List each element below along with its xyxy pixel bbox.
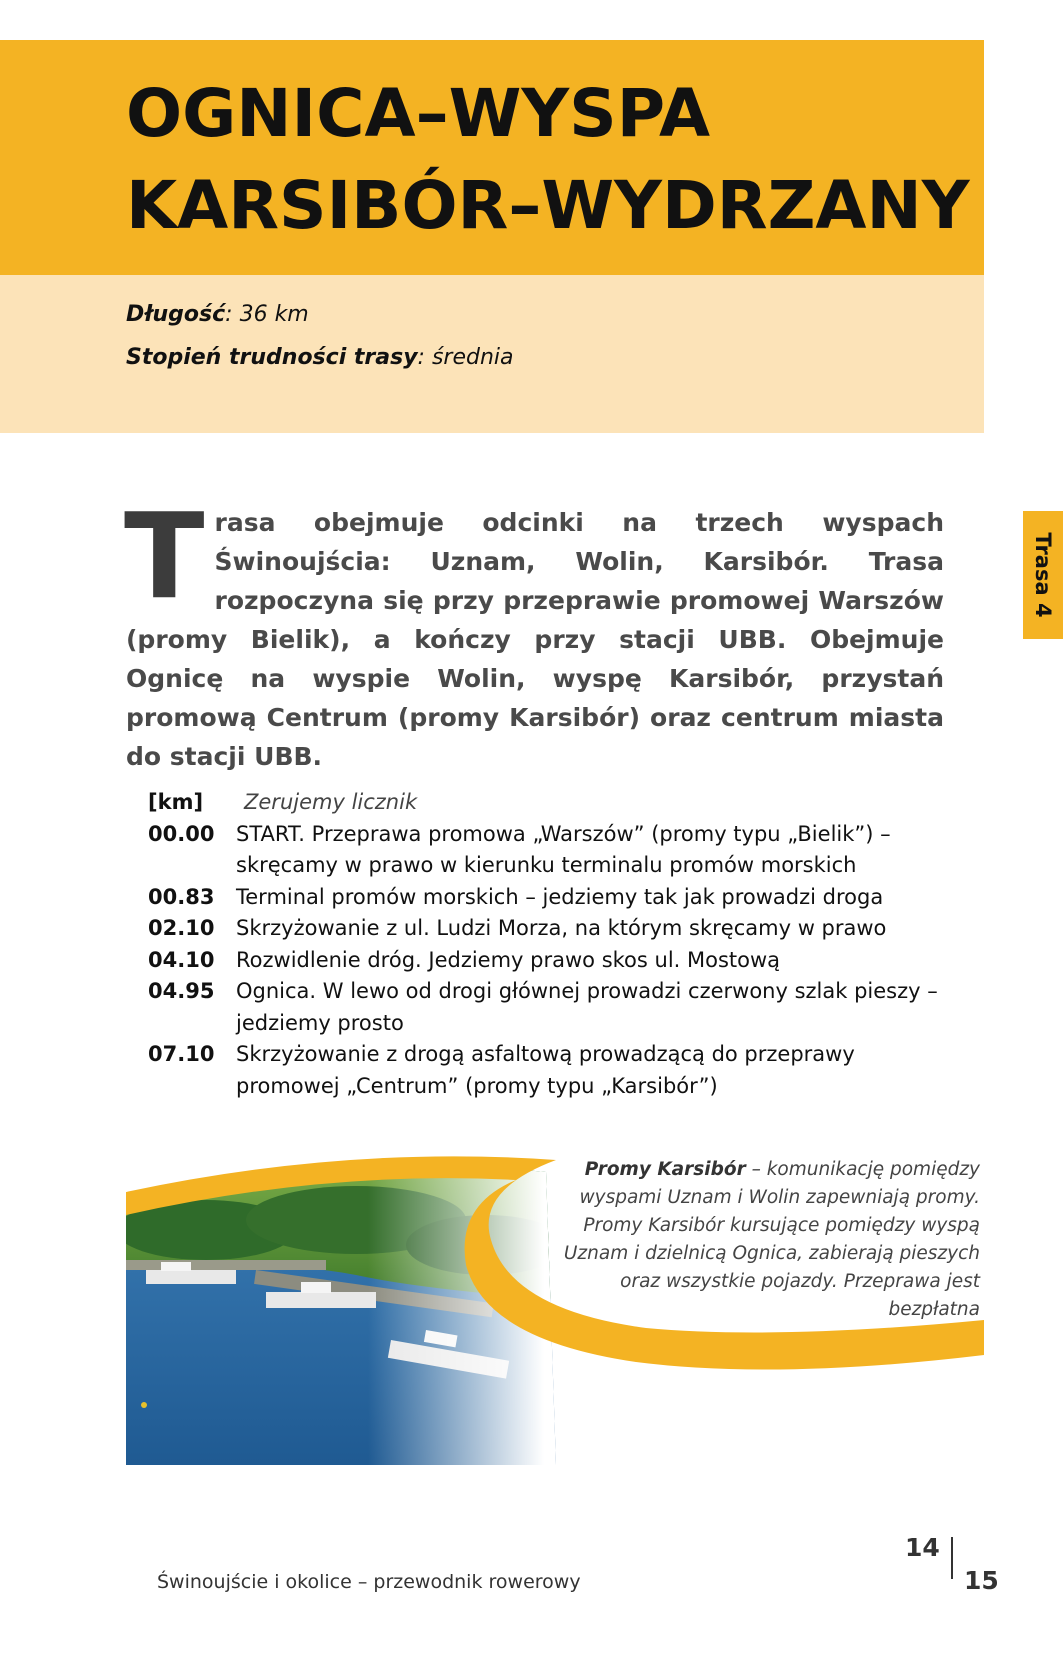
length-value: : 36 km [225, 302, 309, 327]
drop-cap: T [124, 487, 205, 625]
route-row [148, 945, 948, 977]
route-desc: Rozwidlenie dróg. Jedziemy prawo skos ul. Mostową [236, 947, 781, 972]
difficulty-line [126, 345, 514, 370]
intro-text: rasa obejmuje odcinki na trzech wyspach Świnoujścia: Uznam, Wolin, Karsibór. Trasa rozpoczyna się przy przeprawie promowej Warszów (promy Bielik), a kończy przy stacji UBB. Obejmuje Ognicę na wyspie Wolin, wyspę Karsibór, przystań promową Centrum (promy Karsibór) oraz centrum miasta do stacji UBB. [126, 508, 944, 771]
route-km: 04.95 [148, 979, 215, 1003]
caption-title: Promy Karsibór [584, 1159, 746, 1180]
route-meta-band [0, 275, 984, 433]
difficulty-label: Stopień trudności trasy [126, 345, 418, 370]
page-divider [951, 1537, 953, 1579]
km-header: [km] [148, 790, 204, 814]
page-number-right: 15 [964, 1566, 999, 1595]
title-band [0, 40, 984, 275]
intro-paragraph [124, 487, 944, 776]
route-table [148, 787, 948, 1102]
route-desc: Ognica. W lewo od drogi głównej prowadzi czerwony szlak pieszy – jedziemy prosto [236, 979, 938, 1035]
side-tab-label: Trasa 4 [1031, 532, 1055, 618]
caption-text: – komunikację pomiędzy wyspami Uznam i Wolin zapewniają promy. Promy Karsibór kursujące pomiędzy wyspą Uznam i dzielnicą Ognica, zabierają pieszych oraz wszystkie pojazdy. Przeprawa jest bezpłatna [563, 1159, 980, 1320]
footer-publication-title: Świnoujście i okolice – przewodnik rowerowy [157, 1571, 581, 1593]
page-title [126, 68, 976, 252]
route-header-row [148, 787, 948, 819]
length-line [126, 302, 309, 327]
route-row [148, 882, 948, 914]
route-side-tab [1023, 511, 1063, 639]
route-row [148, 976, 948, 1039]
title-line-1: OGNICA–WYSPA [126, 75, 711, 152]
photo-caption [535, 1156, 980, 1324]
title-line-2: KARSIBÓR–WYDRZANY [126, 167, 970, 244]
route-desc: Skrzyżowanie z drogą asfaltową prowadzącą do przeprawy promowej „Centrum” (promy typu „Karsibór”) [236, 1042, 855, 1098]
route-desc: Terminal promów morskich – jedziemy tak jak prowadzi droga [236, 884, 884, 909]
route-km: 00.00 [148, 821, 215, 846]
route-desc: Skrzyżowanie z ul. Ludzi Morza, na którym skręcamy w prawo [236, 916, 887, 940]
route-desc: START. Przeprawa promowa „Warszów” (promy typu „Bielik”) – skręcamy w prawo w kierunku terminalu promów morskich [236, 821, 891, 877]
route-row [148, 819, 948, 882]
route-row [148, 913, 948, 945]
route-row [148, 1039, 948, 1102]
route-km: 02.10 [148, 916, 215, 940]
page-number-left: 14 [905, 1533, 940, 1562]
route-km: 00.83 [148, 884, 215, 909]
route-km: 04.10 [148, 947, 215, 972]
reset-counter-header: Zerujemy licznik [244, 790, 418, 814]
difficulty-value: : średnia [417, 345, 514, 370]
route-km: 07.10 [148, 1042, 215, 1066]
length-label: Długość [126, 302, 226, 327]
